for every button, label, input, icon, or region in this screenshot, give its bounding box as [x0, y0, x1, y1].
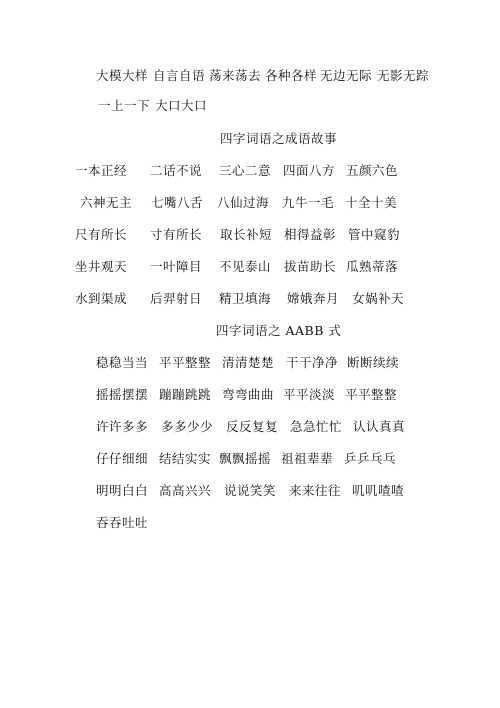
- phrase: 认认真真: [353, 419, 406, 434]
- phrase: 女娲补天: [352, 291, 405, 306]
- phrase: 各种各样: [265, 68, 318, 83]
- phrase: 一上一下: [98, 98, 151, 113]
- phrase: 平平整整: [345, 387, 398, 402]
- phrase: 弯弯曲曲: [222, 387, 275, 402]
- phrase: 五颜六色: [346, 163, 399, 178]
- phrase: 蹦蹦跳跳: [159, 387, 212, 402]
- phrase: 仔仔细细: [96, 451, 149, 466]
- phrase: 反反复复: [226, 419, 279, 434]
- phrase: 九牛一毛: [282, 195, 335, 210]
- phrase: 平平整整: [159, 355, 212, 370]
- phrase: 取长补短: [220, 227, 273, 242]
- phrase: 管中窥豹: [348, 227, 401, 242]
- phrase: 大口大口: [155, 98, 208, 113]
- phrase: 三心二意: [219, 163, 272, 178]
- phrase: 不见泰山: [219, 259, 272, 274]
- phrase: 摇摇摆摆: [96, 387, 149, 402]
- phrase: 无边无际: [320, 68, 373, 83]
- phrase: 飘飘摇摇: [219, 451, 272, 466]
- phrase: 明明白白: [96, 483, 149, 498]
- phrase: 七嘴八舌: [151, 195, 204, 210]
- phrase: 二话不说: [150, 163, 203, 178]
- phrase: 乒乒乓乓: [344, 451, 397, 466]
- phrase: 稳稳当当: [96, 355, 149, 370]
- phrase: 无影无踪: [377, 68, 430, 83]
- phrase: 叽叽喳喳: [352, 483, 405, 498]
- phrase: 多多少少: [161, 419, 214, 434]
- phrase: 水到渠成: [75, 291, 128, 306]
- phrase: 断断续续: [347, 355, 400, 370]
- section-title-aabb: 四字词语之 AABB 式: [216, 323, 342, 338]
- phrase: 一叶障目: [150, 259, 203, 274]
- phrase: 干干净净: [286, 355, 339, 370]
- phrase: 精卫填海: [219, 291, 272, 306]
- phrase: 寸有所长: [150, 227, 203, 242]
- phrase: 来来往往: [289, 483, 342, 498]
- phrase: 平平淡淡: [283, 387, 336, 402]
- phrase: 拔苗助长: [284, 259, 337, 274]
- phrase: 瓜熟蒂落: [346, 259, 399, 274]
- phrase: 吞吞吐吐: [96, 515, 149, 530]
- phrase: 说说笑笑: [224, 483, 277, 498]
- phrase: 自言自语: [153, 68, 206, 83]
- phrase: 坐井观天: [75, 259, 128, 274]
- phrase: 荡来荡去: [209, 68, 262, 83]
- phrase: 八仙过海: [217, 195, 270, 210]
- phrase: 结结实实: [159, 451, 212, 466]
- phrase: 清清楚楚: [222, 355, 275, 370]
- phrase: 许许多多: [96, 419, 149, 434]
- phrase: 大模大样: [96, 68, 149, 83]
- section-title-idiom-stories: 四字词语之成语故事: [220, 131, 338, 146]
- phrase: 尺有所长: [75, 227, 128, 242]
- phrase: 祖祖辈辈: [281, 451, 334, 466]
- phrase: 高高兴兴: [159, 483, 212, 498]
- phrase: 相得益彰: [284, 227, 337, 242]
- phrase: 十全十美: [345, 195, 398, 210]
- phrase: 后羿射日: [150, 291, 203, 306]
- phrase: 六神无主: [80, 195, 133, 210]
- phrase: 急急忙忙: [290, 419, 343, 434]
- phrase: 四面八方: [283, 163, 336, 178]
- phrase: 嫦娥奔月: [287, 291, 340, 306]
- phrase: 一本正经: [75, 163, 128, 178]
